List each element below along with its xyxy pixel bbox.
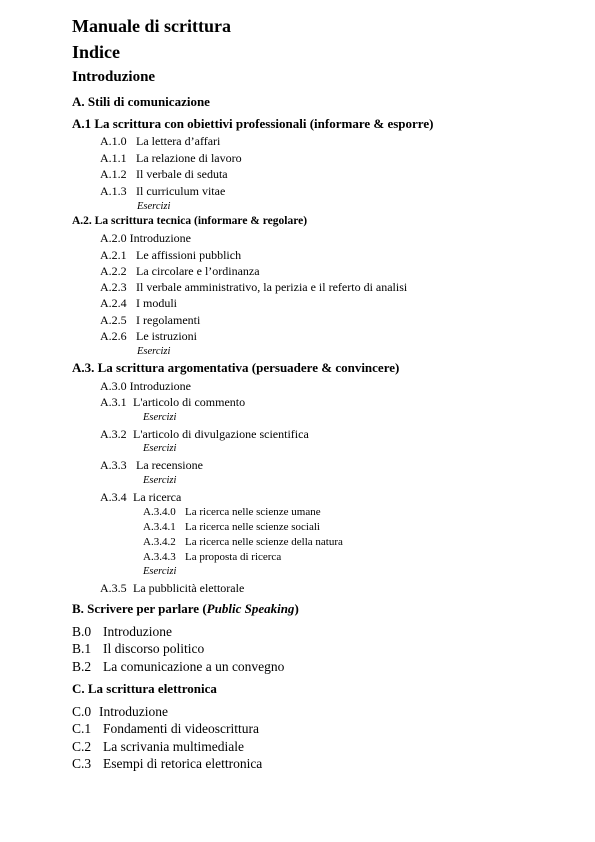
toc-item: C.1 Fondamenti di videoscrittura <box>72 721 259 736</box>
toc-subitem: A.3.4.1 La ricerca nelle scienze sociali <box>143 521 320 533</box>
toc-subitem: A.3.4.3 La proposta di ricerca <box>143 551 282 563</box>
section-c-heading: C. La scrittura elettronica <box>72 681 217 696</box>
toc-item: A.1.1 La relazione di lavoro <box>100 151 242 165</box>
exercises-label: Esercizi <box>137 346 171 357</box>
exercises-label: Esercizi <box>143 443 177 454</box>
toc-item: A.3.4 La ricerca <box>100 490 182 504</box>
section-a3-heading: A.3. La scrittura argomentativa (persuadere & convincere) <box>72 360 400 375</box>
section-a1-heading: A.1 La scrittura con obiettivi professionali (informare & esporre) <box>72 116 434 131</box>
toc-item: A.1.2 Il verbale di seduta <box>100 167 228 181</box>
toc-item: A.3.5 La pubblicità elettorale <box>100 581 245 595</box>
toc-subitem: A.3.4.0 La ricerca nelle scienze umane <box>143 506 321 518</box>
toc-item: B.2 La comunicazione a un convegno <box>72 659 285 674</box>
toc-item: C.0 Introduzione <box>72 704 168 719</box>
exercises-label: Esercizi <box>143 412 177 423</box>
exercises-label: Esercizi <box>143 475 177 486</box>
toc-subitem: A.3.4.2 La ricerca nelle scienze della natura <box>143 536 343 548</box>
document-title: Manuale di scrittura <box>72 16 231 36</box>
section-a2-heading: A.2. La scrittura tecnica (informare & regolare) <box>72 215 308 227</box>
toc-item: B.1 Il discorso politico <box>72 641 205 656</box>
exercises-label: Esercizi <box>143 566 177 577</box>
toc-item: A.2.1 Le affissioni pubblich <box>100 248 242 262</box>
toc-item: A.2.4 I moduli <box>100 296 177 310</box>
toc-item: C.2 La scrivania multimediale <box>72 739 244 754</box>
index-heading: Indice <box>72 42 121 62</box>
toc-introduction: Introduzione <box>72 69 156 85</box>
toc-item: C.3 Esempi di retorica elettronica <box>72 756 263 771</box>
toc-item: A.3.3 La recensione <box>100 458 203 472</box>
section-a-heading: A. Stili di comunicazione <box>72 94 210 109</box>
toc-item: A.2.6 Le istruzioni <box>100 329 197 343</box>
toc-item: B.0 Introduzione <box>72 624 172 639</box>
toc-item: A.3.1 L'articolo di commento <box>100 395 246 409</box>
toc-item: A.2.2 La circolare e l’ordinanza <box>100 264 260 278</box>
toc-item: A.1.0 La lettera d’affari <box>100 134 221 148</box>
toc-item: A.3.2 L'articolo di divulgazione scientifica <box>100 427 309 441</box>
toc-item: A.1.3 Il curriculum vitae <box>100 184 226 198</box>
section-b-heading: B. Scrivere per parlare (Public Speaking) <box>72 601 299 616</box>
toc-item: A.2.3 Il verbale amministrativo, la perizia e il referto di analisi <box>100 280 408 294</box>
toc-item: A.2.0 Introduzione <box>100 231 191 245</box>
exercises-label: Esercizi <box>137 201 171 212</box>
toc-item: A.3.0 Introduzione <box>100 379 191 393</box>
toc-item: A.2.5 I regolamenti <box>100 313 201 327</box>
